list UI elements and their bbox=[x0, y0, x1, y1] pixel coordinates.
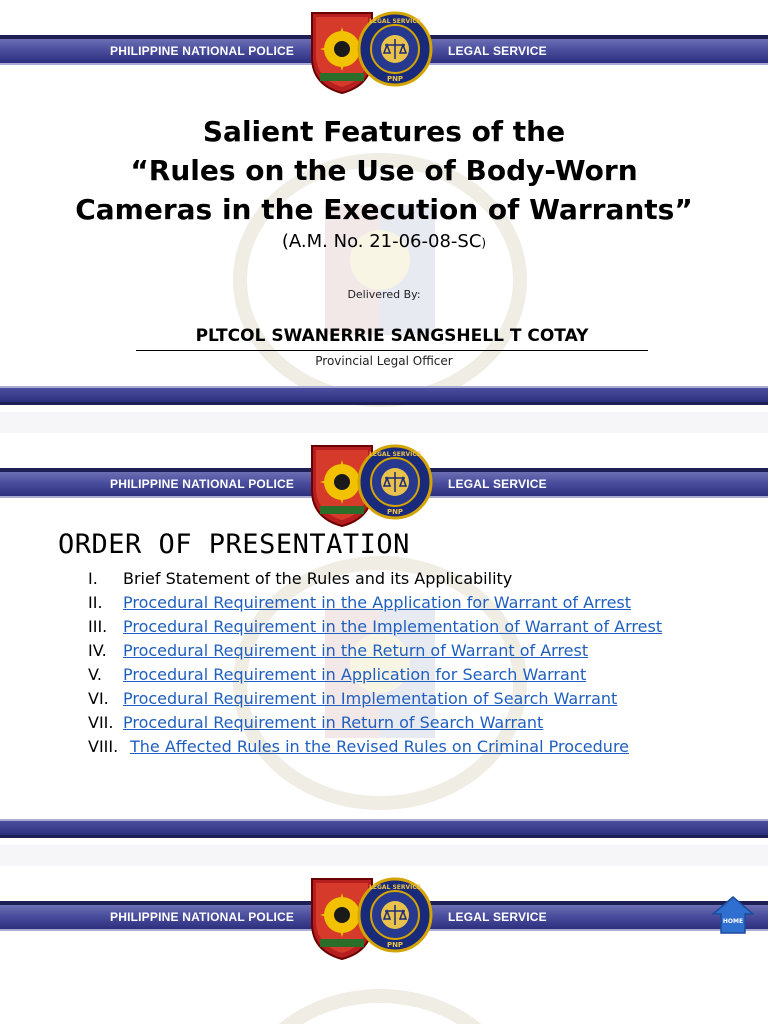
legal-service-seal-icon bbox=[357, 11, 433, 87]
agenda-link-application-warrant-arrest[interactable]: Procedural Requirement in the Application for Warrant of Arrest bbox=[123, 593, 632, 612]
agenda-item bbox=[88, 691, 728, 707]
header-right-label: LEGAL SERVICE bbox=[448, 44, 547, 58]
title-line-2: “Rules on the Use of Body-Worn bbox=[130, 154, 638, 187]
agenda-item-number: VII. bbox=[88, 713, 114, 732]
delivered-by-label: Delivered By: bbox=[347, 288, 421, 301]
seal-top-text: LEGAL SERVICE bbox=[369, 884, 421, 891]
header-left-label: PHILIPPINE NATIONAL POLICE bbox=[110, 477, 295, 491]
agenda-item bbox=[88, 739, 728, 755]
header-right-label: LEGAL SERVICE bbox=[448, 477, 547, 491]
seal-top-text: LEGAL SERVICE bbox=[369, 18, 421, 25]
legal-service-seal-icon bbox=[357, 444, 433, 520]
slide-gap bbox=[0, 412, 768, 433]
header-band bbox=[0, 451, 768, 516]
subtitle-close: ) bbox=[481, 236, 487, 250]
header-right-label: LEGAL SERVICE bbox=[448, 910, 547, 924]
header-band bbox=[0, 884, 768, 949]
agenda-item-number: III. bbox=[88, 617, 108, 636]
agenda-list bbox=[88, 571, 728, 763]
agenda-item bbox=[88, 619, 728, 635]
seal-bottom-text: PNP bbox=[386, 508, 404, 516]
seal-top-text: LEGAL SERVICE bbox=[369, 451, 421, 458]
speaker-position: Provincial Legal Officer bbox=[315, 354, 453, 368]
agenda-link-implementation-search-warrant[interactable]: Procedural Requirement in Implementation of Search Warrant bbox=[123, 689, 618, 708]
home-arrow-icon[interactable] bbox=[712, 896, 754, 934]
agenda-item bbox=[88, 643, 728, 659]
title-line-3: Cameras in the Execution of Warrants” bbox=[75, 193, 693, 226]
agenda-link-return-search-warrant[interactable]: Procedural Requirement in Return of Search Warrant bbox=[123, 713, 544, 732]
agenda-item-number: I. bbox=[88, 569, 98, 588]
agenda-link-return-warrant-arrest[interactable]: Procedural Requirement in the Return of Warrant of Arrest bbox=[123, 641, 589, 660]
agenda-item bbox=[88, 667, 728, 683]
agenda-item bbox=[88, 571, 728, 587]
agenda-item-number: VIII. bbox=[88, 737, 119, 756]
footer-band bbox=[0, 386, 768, 412]
seal-bottom-text: PNP bbox=[386, 75, 404, 83]
header-left-label: PHILIPPINE NATIONAL POLICE bbox=[110, 910, 295, 924]
agenda-item bbox=[88, 715, 728, 731]
header-band bbox=[0, 18, 768, 83]
speaker-name: PLTCOL SWANERRIE SANGSHELL T COTAY bbox=[136, 326, 648, 351]
slide-title bbox=[0, 112, 768, 229]
agenda-slide bbox=[0, 433, 768, 845]
agenda-item-number: IV. bbox=[88, 641, 107, 660]
watermark-seal-icon bbox=[230, 986, 530, 1024]
seal-bottom-text: PNP bbox=[386, 941, 404, 949]
next-slide bbox=[0, 866, 768, 1024]
agenda-item-number: II. bbox=[88, 593, 103, 612]
legal-service-seal-icon bbox=[357, 877, 433, 953]
agenda-item bbox=[88, 595, 728, 611]
title-line-1: Salient Features of the bbox=[202, 115, 566, 148]
agenda-item-text: Brief Statement of the Rules and its Applicability bbox=[123, 569, 513, 588]
footer-band bbox=[0, 819, 768, 845]
subtitle-main: (A.M. No. 21-06-08-SC bbox=[281, 231, 482, 252]
slide-subtitle bbox=[0, 231, 768, 252]
agenda-link-application-search-warrant[interactable]: Procedural Requirement in Application for Search Warrant bbox=[123, 665, 587, 684]
slide-gap bbox=[0, 845, 768, 866]
title-slide bbox=[0, 0, 768, 412]
agenda-item-number: V. bbox=[88, 665, 102, 684]
agenda-link-affected-rules[interactable]: The Affected Rules in the Revised Rules on Criminal Procedure bbox=[130, 737, 630, 756]
agenda-heading: ORDER OF PRESENTATION bbox=[58, 529, 410, 560]
agenda-link-implementation-warrant-arrest[interactable]: Procedural Requirement in the Implementation of Warrant of Arrest bbox=[123, 617, 663, 636]
header-left-label: PHILIPPINE NATIONAL POLICE bbox=[110, 44, 295, 58]
home-label: HOME bbox=[722, 918, 744, 925]
agenda-item-number: VI. bbox=[88, 689, 109, 708]
